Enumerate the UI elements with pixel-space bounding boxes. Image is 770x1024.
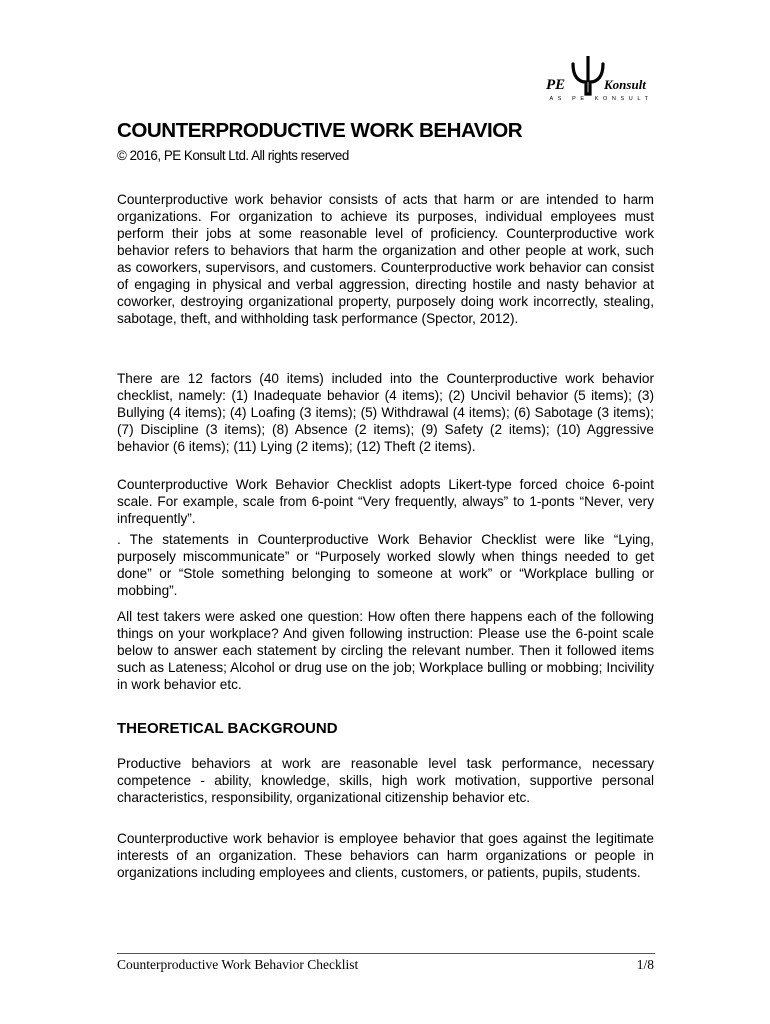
document-title: COUNTERPRODUCTIVE WORK BEHAVIOR bbox=[117, 119, 523, 142]
page-number: 1/8 bbox=[636, 957, 654, 972]
paragraph-statements bbox=[117, 531, 654, 599]
logo-right-text: Konsult bbox=[604, 77, 646, 92]
copyright-line: © 2016, PE Konsult Ltd. All rights reserved bbox=[117, 148, 349, 163]
paragraph-text: . The statements in Counterproductive Work Behavior Checklist were like “Lying, purposely miscommunicate” or “Purposely worked slowly when things needed to get done” or “Stole something belonging to someone at work” or “Workplace bulling or mobbing”. bbox=[117, 532, 654, 598]
logo-left-text: PE bbox=[546, 77, 566, 93]
paragraph-counterproductive bbox=[117, 830, 654, 881]
paragraph-text: There are 12 factors (40 items) included into the Counterproductive work behavior checklist, namely: (1) Inadequate behavior (4 items); (2) Uncivil behavior (5 items); (3) Bullying (4 items); (4) Loafing (3 items); (5) Withdrawal (4 items); (6) Sabotage (3 items); (7) Discipline (3 items); (8) Absence (2 items); (9) Safety (2 items); (10) Aggressive behavior (6 items); (11) Lying (2 items); (12) Theft (2 items). bbox=[117, 371, 654, 454]
paragraph-text: Counterproductive work behavior is employee behavior that goes against the legitimate interests of an organization. These behaviors can harm organizations or people in organizations including employees and clients, customers, or patients, pupils, students. bbox=[117, 831, 654, 880]
paragraph-text: Counterproductive work behavior consists of acts that harm or are intended to harm organizations. For organization to achieve its purposes, individual employees must perform their jobs at some reasonable level of proficiency. Counterproductive work behavior refers to behaviors that harm the organization and other people at work, such as coworkers, supervisors, and customers. Counterproductive work behavior can consist of engaging in physical and verbal aggression, directing hostile and nasty behavior at coworker, destroying organizational property, purposely doing work incorrectly, stealing, sabotage, theft, and withholding task performance (Spector, 2012). bbox=[117, 192, 654, 326]
paragraph-intro bbox=[117, 191, 654, 327]
paragraph-text: Counterproductive Work Behavior Checklist adopts Likert-type forced choice 6-point scale. For example, scale from 6-point “Very frequently, always” to 1-ponts “Never, very infrequently”. bbox=[117, 477, 654, 526]
section-heading: THEORETICAL BACKGROUND bbox=[117, 720, 338, 737]
logo-emblem bbox=[540, 52, 658, 96]
company-logo bbox=[540, 52, 658, 108]
footer-divider bbox=[117, 953, 655, 954]
footer-title: Counterproductive Work Behavior Checklist bbox=[117, 957, 359, 972]
logo-tagline: AS PE KONSULT bbox=[549, 96, 653, 102]
paragraph-text: All test takers were asked one question: How often there happens each of the following things on your workplace? And given following instruction: Please use the 6-point scale below to answer each statement by circling the relevant number. Then it followed items such as Lateness; Alcohol or drug use on the job; Workplace bulling or mobbing; Incivility in work behavior etc. bbox=[117, 609, 654, 692]
paragraph-text: Productive behaviors at work are reasonable level task performance, necessary competence - ability, knowledge, skills, high work motivation, supportive personal characteristics, responsibility, organizational citizenship behavior etc. bbox=[117, 756, 654, 805]
paragraph-scale bbox=[117, 476, 654, 527]
paragraph-factors bbox=[117, 370, 654, 455]
paragraph-productive bbox=[117, 755, 654, 806]
paragraph-instructions bbox=[117, 608, 654, 693]
